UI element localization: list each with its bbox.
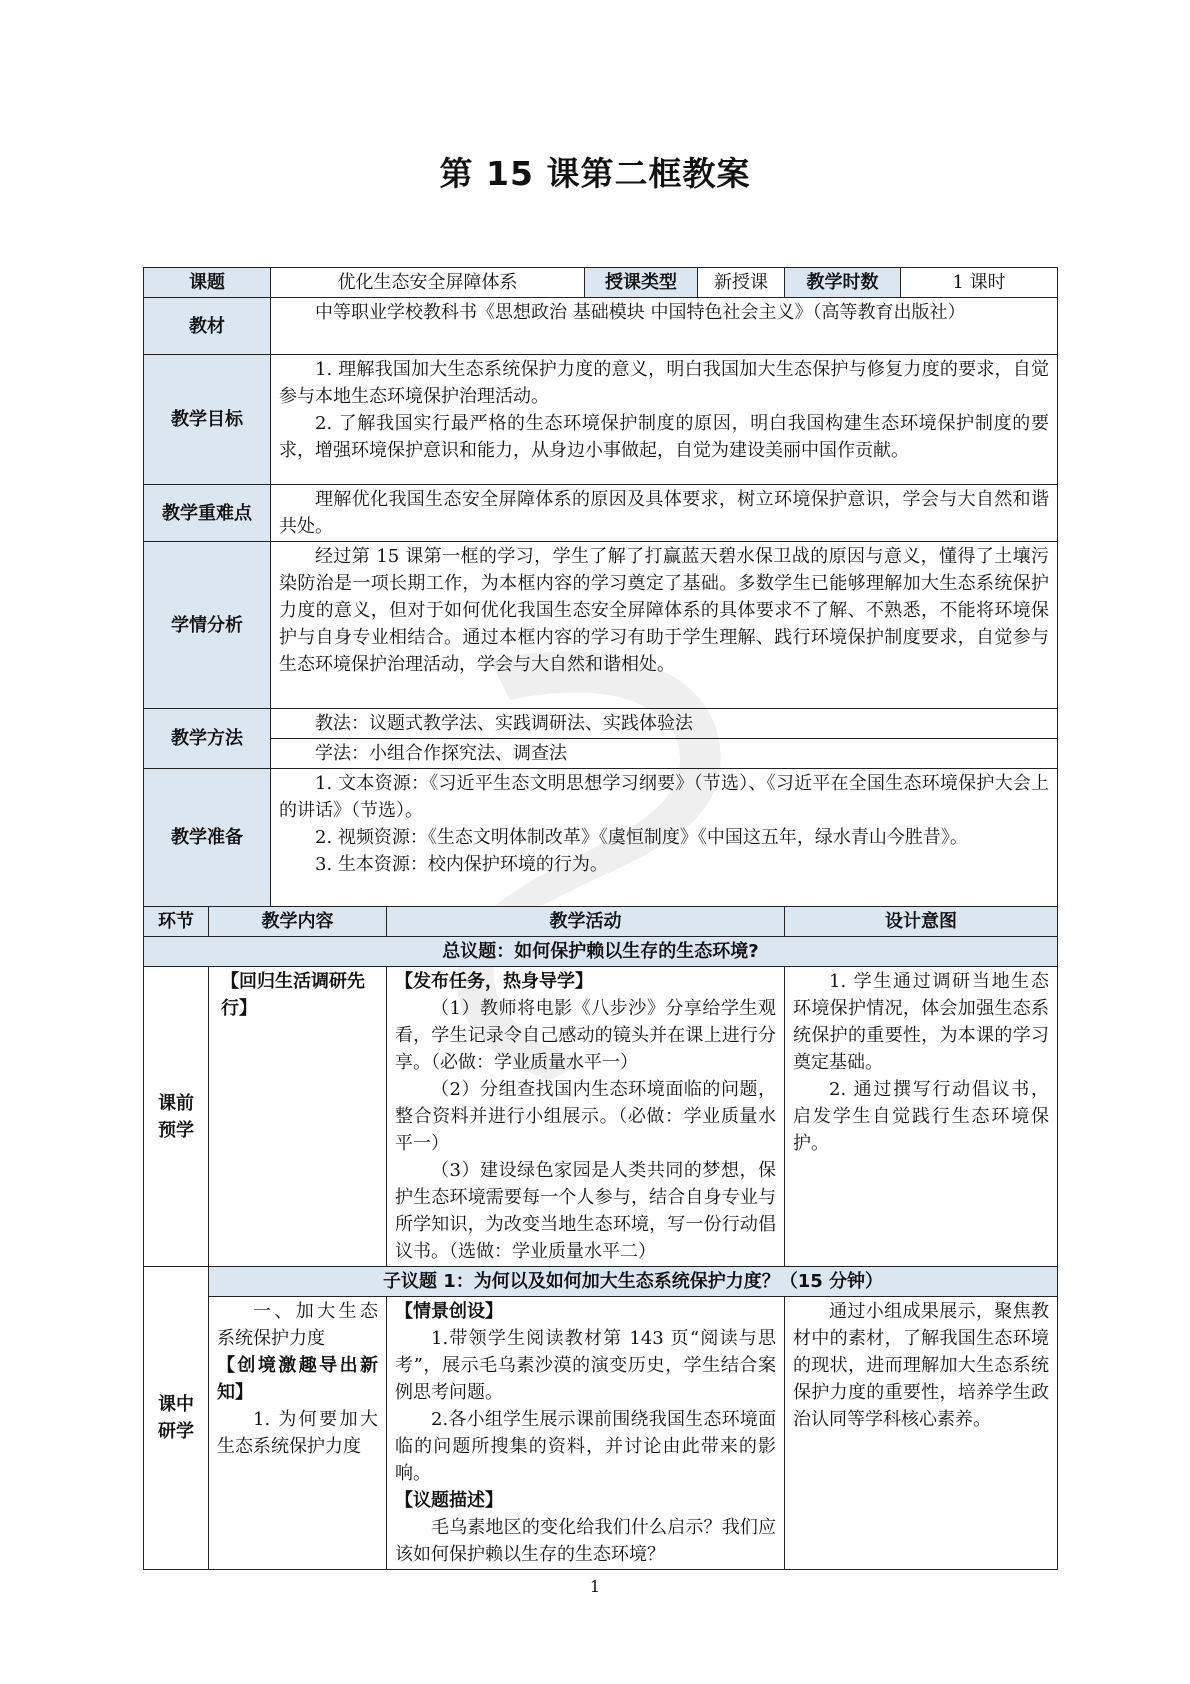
lesson-plan-table <box>143 267 1058 1570</box>
hours-value: 1 课时 <box>901 268 1058 298</box>
topic-label: 课题 <box>144 268 271 298</box>
textbook-label: 教材 <box>144 298 271 355</box>
prep-value <box>271 769 1058 907</box>
methods-label: 教学方法 <box>144 709 271 769</box>
page-title: 第 15 课第二框教案 <box>439 154 751 193</box>
col-activity: 教学活动 <box>387 907 785 937</box>
topic-value: 优化生态安全屏障体系 <box>271 268 585 298</box>
pre-intent <box>785 967 1058 1267</box>
scene-head: 【情景创设】 <box>395 1301 503 1322</box>
method-learn: 学法：小组合作探究法、调查法 <box>271 739 1058 769</box>
keypoints-value: 理解优化我国生态安全屏障体系的原因及具体要求，树立环境保护意识，学会与大自然和谐共处。 <box>271 485 1058 542</box>
main-topic: 总议题：如何保护赖以生存的生态环境? <box>144 937 1058 967</box>
pre-activity-item: （1）教师将电影《八步沙》分享给学生观看，学生记录令自己感动的镜头并在课上进行分享。（必做：学业质量水平一） <box>395 998 777 1073</box>
pre-activity-head: 【发布任务，热身导学】 <box>395 971 593 992</box>
method-teach: 教法：议题式教学法、实践调研法、实践体验法 <box>271 709 1058 739</box>
prep-item: 3. 生本资源：校内保护环境的行为。 <box>315 854 608 875</box>
goals-value <box>271 355 1058 485</box>
mid-content-section: 一、加大生态系统保护力度 <box>217 1301 378 1349</box>
page-number: 1 <box>589 1577 601 1596</box>
pre-activity-item: （3）建设绿色家园是人类共同的梦想，保护生态环境需要每一个人参与，结合自身专业与所学知识，为改变当地生态环境，写一份行动倡议书。（选做：学业质量水平二） <box>395 1160 777 1262</box>
type-value: 新授课 <box>698 268 785 298</box>
prep-item: 1. 文本资源：《习近平生态文明思想学习纲要》（节选）、《习近平在全国生态环境保护大会上的讲话》（节选）。 <box>279 773 1050 821</box>
pre-intent-item: 2. 通过撰写行动倡议书，启发学生自觉践行生态环境保护。 <box>793 1079 1050 1154</box>
textbook-value: 中等职业学校教科书《思想政治 基础模块 中国特色社会主义》（高等教育出版社） <box>271 298 1058 355</box>
mid-stage: 课中研学 <box>144 1267 209 1570</box>
mid-content-head: 【创境激趣导出新知】 <box>217 1355 378 1403</box>
mid-content-point: 1. 为何要加大生态系统保护力度 <box>217 1409 378 1457</box>
col-stage: 环节 <box>144 907 209 937</box>
pre-intent-item: 1. 学生通过调研当地生态环境保护情况，体会加强生态系统保护的重要性，为本课的学习奠定基础。 <box>793 971 1050 1073</box>
pre-stage: 课前预学 <box>144 967 209 1267</box>
goal-item: 1. 理解我国加大生态系统保护力度的意义，明白我国加大生态保护与修复力度的要求，自觉参与本地生态环境保护治理活动。 <box>279 359 1050 407</box>
analysis-label: 学情分析 <box>144 542 271 709</box>
scene-item: 1.带领学生阅读教材第 143 页“阅读与思考”，展示毛乌素沙漠的演变历史，学生结合案例思考问题。 <box>395 1328 777 1403</box>
pre-activity-item: （2）分组查找国内生态环境面临的问题，整合资料并进行小组展示。（必做：学业质量水平一） <box>395 1079 777 1154</box>
mid-content <box>209 1297 387 1570</box>
analysis-value: 经过第 15 课第一框的学习，学生了解了打赢蓝天碧水保卫战的原因与意义，懂得了土壤污染防治是一项长期工作，为本框内容的学习奠定了基础。多数学生已能够理解加大生态系统保护力度的意义，但对于如何优化我国生态安全屏障体系的具体要求不了解、不熟悉，不能将环境保护与自身专业相结合。通过本框内容的学习有助于学生理解、践行环境保护制度要求，自觉参与生态环境保护治理活动，学会与大自然和谐相处。 <box>271 542 1058 709</box>
pre-activity <box>387 967 785 1267</box>
issue-head: 【议题描述】 <box>395 1490 503 1511</box>
type-label: 授课类型 <box>585 268 698 298</box>
mid-intent: 通过小组成果展示，聚焦教材中的素材，了解我国生态环境的现状，进而理解加大生态系统保护力度的重要性，培养学生政治认同等学科核心素养。 <box>785 1297 1058 1570</box>
goal-item: 2. 了解我国实行最严格的生态环境保护制度的原因，明白我国构建生态环境保护制度的要求，增强环境保护意识和能力，从身边小事做起，自觉为建设美丽中国作贡献。 <box>279 413 1050 461</box>
issue-text: 毛乌素地区的变化给我们什么启示？我们应该如何保护赖以生存的生态环境？ <box>395 1517 777 1565</box>
prep-label: 教学准备 <box>144 769 271 907</box>
goals-label: 教学目标 <box>144 355 271 485</box>
prep-item: 2. 视频资源：《生态文明体制改革》《虞恒制度》《中国这五年，绿水青山今胜昔》。 <box>315 827 968 848</box>
col-content: 教学内容 <box>209 907 387 937</box>
pre-content: 【回归生活调研先行】 <box>209 967 387 1267</box>
mid-activity <box>387 1297 785 1570</box>
scene-item: 2.各小组学生展示课前围绕我国生态环境面临的问题所搜集的资料，并讨论由此带来的影响。 <box>395 1409 777 1484</box>
keypoints-label: 教学重难点 <box>144 485 271 542</box>
col-intent: 设计意图 <box>785 907 1058 937</box>
hours-label: 教学时数 <box>785 268 901 298</box>
sub-topic: 子议题 1：为何以及如何加大生态系统保护力度？（15 分钟） <box>209 1267 1058 1297</box>
